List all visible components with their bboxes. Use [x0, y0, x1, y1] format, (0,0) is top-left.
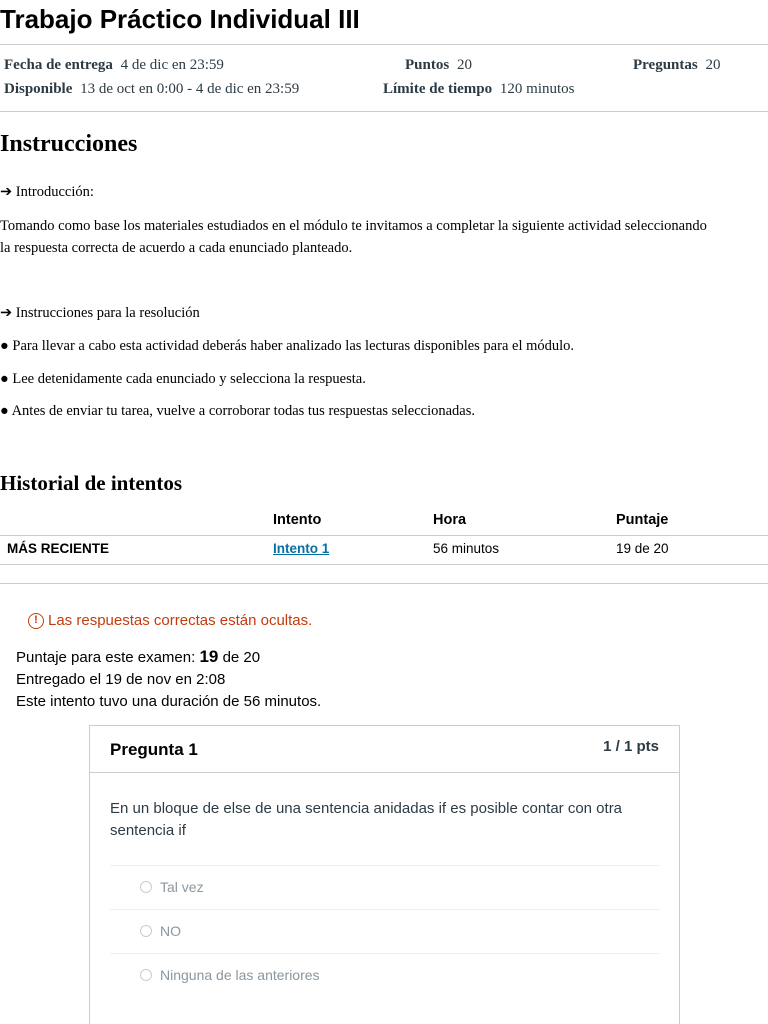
- answers-hidden-warning: [28, 612, 312, 629]
- warning-text: Las respuestas correctas están ocultas.: [48, 612, 313, 629]
- time-limit: [383, 81, 575, 98]
- question-title: Pregunta 1: [110, 740, 198, 759]
- time-limit-label: Límite de tiempo: [383, 81, 493, 97]
- history-heading: Historial de intentos: [0, 471, 182, 495]
- answer-option[interactable]: [110, 953, 660, 997]
- questions-value: 20: [705, 57, 721, 73]
- questions: [633, 57, 720, 74]
- answer-option[interactable]: [110, 909, 660, 953]
- answer-option[interactable]: [110, 865, 660, 909]
- points-label: Puntos: [405, 57, 450, 73]
- radio-button[interactable]: [140, 925, 152, 937]
- availability-value: 13 de oct en 0:00 - 4 de dic en 23:59: [80, 81, 300, 97]
- row-label: MÁS RECIENTE: [7, 541, 110, 556]
- divider: [0, 44, 768, 45]
- points-value: 20: [456, 57, 472, 73]
- availability: [4, 81, 299, 98]
- score-value: 19: [199, 647, 219, 666]
- question-header: [90, 726, 679, 773]
- answer-label: NO: [160, 923, 181, 939]
- attempt-score: 19 de 20: [616, 541, 669, 556]
- question-card: [89, 725, 680, 1024]
- column-header-score: Puntaje: [616, 512, 669, 528]
- divider: [0, 583, 768, 584]
- points: [405, 57, 472, 74]
- radio-button[interactable]: [140, 881, 152, 893]
- score-prefix: Puntaje para este examen:: [16, 649, 196, 666]
- instruction-bullet: ● Lee detenidamente cada enunciado y selecciona la respuesta.: [0, 371, 366, 387]
- attempt-duration: Este intento tuvo una duración de 56 minutos.: [16, 693, 322, 710]
- intro-text-line-1: Tomando como base los materiales estudiados en el módulo te invitamos a completar la siguiente actividad seleccionando: [0, 218, 707, 234]
- due-date: [4, 57, 224, 74]
- table-divider: [0, 564, 768, 565]
- attempt-time: 56 minutos: [433, 541, 500, 556]
- column-header-time: Hora: [433, 512, 467, 528]
- intro-text-line-2: la respuesta correcta de acuerdo a cada enunciado planteado.: [0, 240, 353, 256]
- questions-label: Preguntas: [633, 57, 698, 73]
- time-limit-value: 120 minutos: [499, 81, 575, 97]
- answer-label: Ninguna de las anteriores: [160, 967, 320, 983]
- score-suffix: de 20: [222, 649, 261, 666]
- page-title: Trabajo Práctico Individual III: [0, 4, 360, 34]
- exclamation-circle-icon: !: [28, 613, 44, 629]
- instruction-bullet: ● Antes de enviar tu tarea, vuelve a corroborar todas tus respuestas seleccionadas.: [0, 403, 475, 419]
- instruction-bullet: ● Para llevar a cabo esta actividad deberás haber analizado las lecturas disponibles para el módulo.: [0, 338, 575, 354]
- due-date-label: Fecha de entrega: [4, 57, 113, 73]
- resolution-label: ➔ Instrucciones para la resolución: [0, 305, 200, 321]
- due-date-value: 4 de dic en 23:59: [120, 57, 224, 73]
- exam-score: [16, 647, 260, 667]
- intro-label: ➔ Introducción:: [0, 184, 94, 200]
- question-text: En un bloque de else de una sentencia anidadas if es posible contar con otra sentencia if: [110, 800, 623, 839]
- question-points: 1 / 1 pts: [603, 738, 659, 755]
- availability-label: Disponible: [4, 81, 73, 97]
- attempt-link[interactable]: Intento 1: [273, 541, 330, 556]
- answer-label: Tal vez: [160, 879, 204, 895]
- divider: [0, 111, 768, 112]
- submitted-date: Entregado el 19 de nov en 2:08: [16, 671, 226, 688]
- instructions-heading: Instrucciones: [0, 131, 138, 157]
- column-header-attempt: Intento: [273, 512, 322, 528]
- table-divider: [0, 535, 768, 536]
- radio-button[interactable]: [140, 969, 152, 981]
